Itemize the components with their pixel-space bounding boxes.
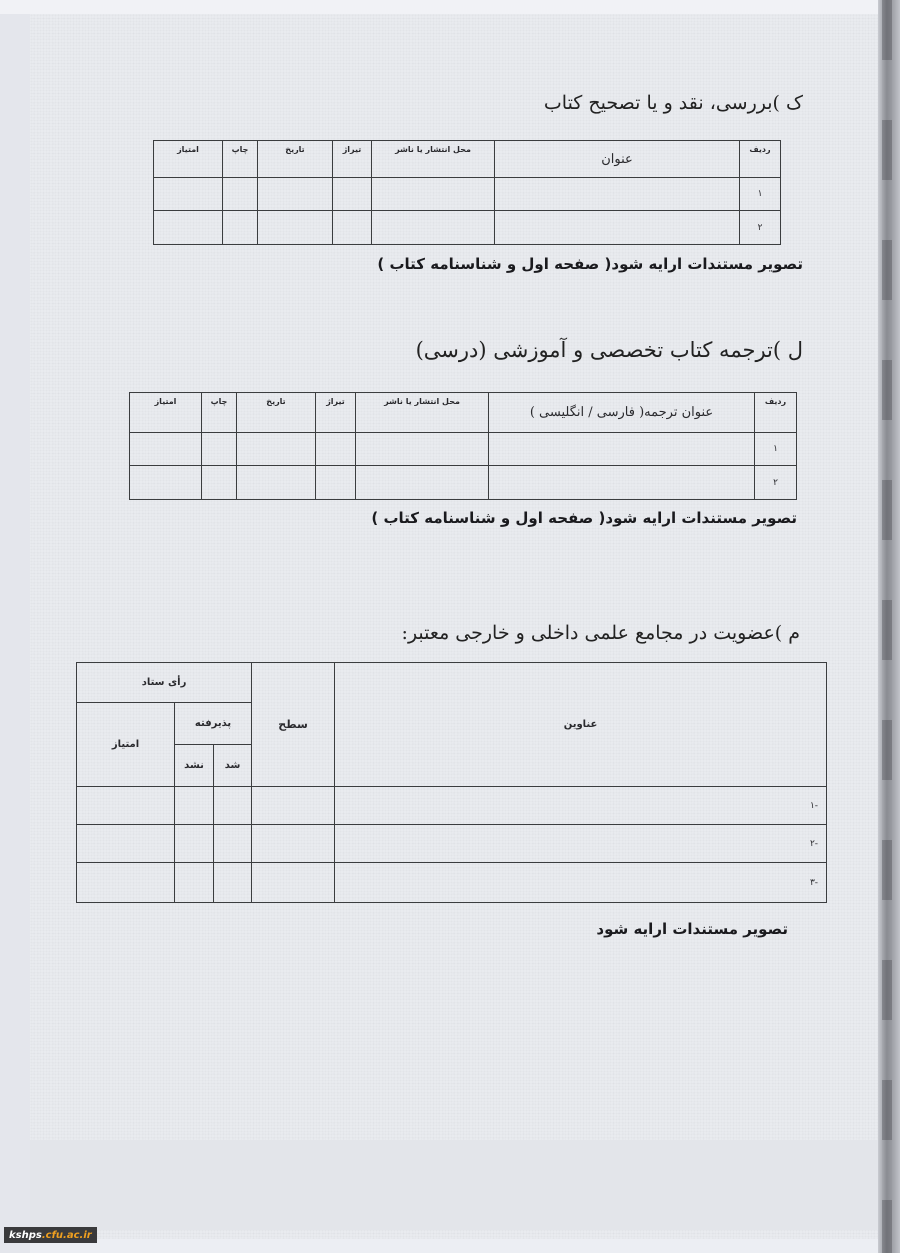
cell-date[interactable] [237,466,316,500]
cell-date[interactable] [237,433,316,466]
col-edition: چاپ [202,393,237,433]
section-l-heading: ل )ترجمه کتاب تخصصی و آموزشی (درسی) [415,338,803,362]
table-row [77,825,827,863]
cell-accepted-no[interactable] [175,787,214,825]
cell-edition[interactable] [223,211,258,245]
col-accepted: پذیرفته [175,703,252,745]
col-row-number: ردیف [740,141,781,178]
section-m-heading: م )عضویت در مجامع علمی داخلی و خارجی معتبر: [401,622,800,644]
col-accepted-no: نشد [175,745,214,787]
cell-accepted-no[interactable] [175,863,214,903]
section-k-heading: ک )بررسی، نقد و یا تصحیح کتاب [543,92,803,114]
col-staff-vote: رأی ستاد [77,663,252,703]
table-header-row [77,663,827,703]
cell-score[interactable] [130,466,202,500]
cell-publisher[interactable] [356,433,489,466]
cell-circulation[interactable] [333,178,372,211]
cell-level[interactable] [252,787,335,825]
cell-score[interactable] [77,825,175,863]
section-k-note: تصویر مستندات ارایه شود( صفحه اول و شناسنامه کتاب ) [377,255,803,273]
cell-title-2[interactable]: -۲ [335,825,827,863]
section-l-note: تصویر مستندات ارایه شود( صفحه اول و شناسنامه کتاب ) [371,509,797,527]
cell-score[interactable] [77,863,175,903]
cell-title-1[interactable]: -۱ [335,787,827,825]
col-row-number: ردیف [755,393,797,433]
cell-title[interactable] [495,211,740,245]
cell-circulation[interactable] [316,433,356,466]
cell-accepted-yes[interactable] [214,787,252,825]
cell-publisher[interactable] [356,466,489,500]
row-number: ۱ [755,433,797,466]
section-l-table [129,392,797,500]
table-row [154,178,781,211]
cell-edition[interactable] [202,433,237,466]
col-accepted-yes: شد [214,745,252,787]
table-row [77,787,827,825]
cell-level[interactable] [252,825,335,863]
col-translation-title: عنوان ترجمه( فارسی / انگلیسی ) [489,393,755,433]
col-title: عنوان [495,141,740,178]
cell-score[interactable] [130,433,202,466]
cell-circulation[interactable] [316,466,356,500]
col-score: امتیاز [77,703,175,787]
cell-title-3[interactable]: -۳ [335,863,827,903]
cell-title[interactable] [489,433,755,466]
cell-circulation[interactable] [333,211,372,245]
col-date: تاریخ [258,141,333,178]
cell-score[interactable] [154,211,223,245]
row-number: ۲ [740,211,781,245]
cell-level[interactable] [252,863,335,903]
scan-top-margin [0,0,900,14]
table-header-row [154,141,781,178]
table-row [77,863,827,903]
watermark-domain: .cfu.ac.ir [41,1229,92,1241]
col-score: امتیاز [154,141,223,178]
col-publisher: محل انتشار یا ناشر [356,393,489,433]
col-circulation: تیراژ [333,141,372,178]
cell-edition[interactable] [223,178,258,211]
scan-right-edge-shadow [878,0,900,1253]
col-titles: عناوین [335,663,827,787]
table-row [154,211,781,245]
cell-title[interactable] [489,466,755,500]
row-number: ۱ [740,178,781,211]
cell-publisher[interactable] [372,211,495,245]
table-row [130,466,797,500]
cell-edition[interactable] [202,466,237,500]
row-number: ۲ [755,466,797,500]
cell-accepted-yes[interactable] [214,863,252,903]
cell-publisher[interactable] [372,178,495,211]
col-score: امتیاز [130,393,202,433]
site-watermark [4,1227,97,1243]
scan-left-margin [0,14,30,1253]
col-publisher: محل انتشار یا ناشر [372,141,495,178]
cell-accepted-yes[interactable] [214,825,252,863]
watermark-prefix: kshps [9,1229,42,1241]
cell-title[interactable] [495,178,740,211]
cell-accepted-no[interactable] [175,825,214,863]
col-date: تاریخ [237,393,316,433]
table-header-row [130,393,797,433]
col-edition: چاپ [223,141,258,178]
cell-score[interactable] [154,178,223,211]
table-row [130,433,797,466]
cell-date[interactable] [258,178,333,211]
col-circulation: تیراژ [316,393,356,433]
section-k-table [153,140,781,245]
section-m-table [76,662,827,903]
scan-bottom-shade [30,1140,878,1230]
section-m-note: تصویر مستندات ارایه شود [596,920,788,938]
col-level: سطح [252,663,335,787]
cell-score[interactable] [77,787,175,825]
cell-date[interactable] [258,211,333,245]
